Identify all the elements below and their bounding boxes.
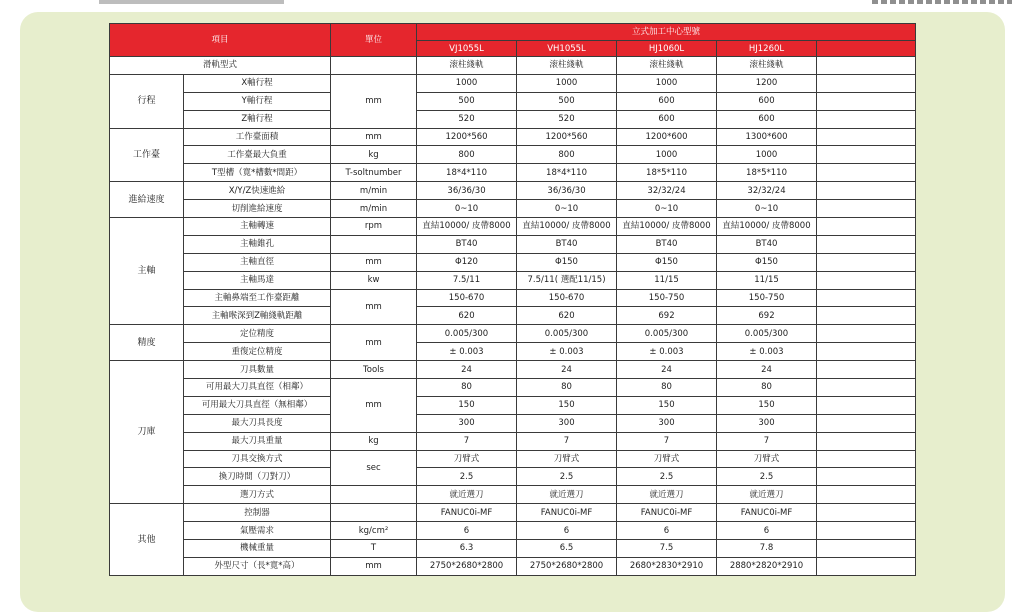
spec-label: 可用最大刀具直徑（相鄰） xyxy=(184,379,331,397)
value-cell: 直結10000/ 皮帶8000 xyxy=(717,218,817,236)
value-cell: 32/32/24 xyxy=(617,182,717,200)
value-cell: 0~10 xyxy=(417,200,517,218)
value-cell: 692 xyxy=(617,307,717,325)
blank-cell xyxy=(817,486,916,504)
blank-cell xyxy=(817,253,916,271)
value-cell: 150-670 xyxy=(417,289,517,307)
value-cell: 6 xyxy=(417,522,517,540)
value-cell: 150-670 xyxy=(517,289,617,307)
value-cell: BT40 xyxy=(517,235,617,253)
model-header: HJ1060L xyxy=(617,41,717,57)
value-cell: 7.8 xyxy=(717,540,817,558)
value-cell: 2880*2820*2910 xyxy=(717,557,817,575)
value-cell: 2750*2680*2800 xyxy=(417,557,517,575)
value-cell: 滚柱綫軌 xyxy=(517,57,617,75)
group-label: 進給速度 xyxy=(110,182,184,218)
value-cell: 刀臂式 xyxy=(717,450,817,468)
blank-cell xyxy=(817,450,916,468)
spec-label: 主軸鼻端至工作臺距離 xyxy=(184,289,331,307)
unit-cell: m/min xyxy=(331,182,417,200)
value-cell: 620 xyxy=(517,307,617,325)
unit-cell xyxy=(331,504,417,522)
blank-cell xyxy=(817,468,916,486)
value-cell: 7.5/11( 選配11/15) xyxy=(517,271,617,289)
unit-cell xyxy=(331,486,417,504)
value-cell: 就近選刀 xyxy=(417,486,517,504)
blank-cell xyxy=(817,325,916,343)
spec-row xyxy=(110,146,916,164)
value-cell: 300 xyxy=(417,414,517,432)
value-cell: BT40 xyxy=(417,235,517,253)
blank-cell xyxy=(817,146,916,164)
spec-label: 重復定位精度 xyxy=(184,343,331,361)
value-cell: 36/36/30 xyxy=(517,182,617,200)
unit-cell: kg/cm² xyxy=(331,522,417,540)
value-cell: 80 xyxy=(717,379,817,397)
top-decorative-bar xyxy=(99,0,284,4)
spec-row xyxy=(110,218,916,236)
value-cell: FANUC0i-MF xyxy=(517,504,617,522)
value-cell: FANUC0i-MF xyxy=(617,504,717,522)
value-cell: FANUC0i-MF xyxy=(417,504,517,522)
value-cell: 620 xyxy=(417,307,517,325)
blank-cell xyxy=(817,504,916,522)
group-label: 刀庫 xyxy=(110,361,184,504)
value-cell: 300 xyxy=(617,414,717,432)
value-cell: 0~10 xyxy=(717,200,817,218)
top-right-text-fragment xyxy=(872,0,1012,4)
value-cell: 2680*2830*2910 xyxy=(617,557,717,575)
value-cell: 150 xyxy=(717,396,817,414)
value-cell: 18*5*110 xyxy=(717,164,817,182)
value-cell: 18*4*110 xyxy=(417,164,517,182)
value-cell: 6 xyxy=(617,522,717,540)
spec-label: 控制器 xyxy=(184,504,331,522)
header-unit: 單位 xyxy=(331,24,417,57)
spec-row xyxy=(110,128,916,146)
model-header-blank xyxy=(817,41,916,57)
value-cell: 32/32/24 xyxy=(717,182,817,200)
value-cell: 刀臂式 xyxy=(417,450,517,468)
value-cell: 2.5 xyxy=(417,468,517,486)
spec-label: 選刀方式 xyxy=(184,486,331,504)
value-cell: 18*5*110 xyxy=(617,164,717,182)
spec-row xyxy=(110,253,916,271)
spec-row xyxy=(110,504,916,522)
blank-cell xyxy=(817,307,916,325)
value-cell: 就近選刀 xyxy=(517,486,617,504)
blank-cell xyxy=(817,92,916,110)
unit-cell: kg xyxy=(331,432,417,450)
spec-label: T型槽（寬*槽數*間距） xyxy=(184,164,331,182)
value-cell: 800 xyxy=(417,146,517,164)
spec-row xyxy=(110,540,916,558)
machine-spec-table xyxy=(109,23,916,576)
value-cell: 1300*600 xyxy=(717,128,817,146)
value-cell: 520 xyxy=(417,110,517,128)
value-cell: 0~10 xyxy=(517,200,617,218)
value-cell: 滚柱綫軌 xyxy=(617,57,717,75)
value-cell: BT40 xyxy=(617,235,717,253)
value-cell: 24 xyxy=(417,361,517,379)
blank-cell xyxy=(817,432,916,450)
spec-row xyxy=(110,343,916,361)
unit-cell: rpm xyxy=(331,218,417,236)
value-cell: 1000 xyxy=(517,74,617,92)
spec-label: 最大刀具長度 xyxy=(184,414,331,432)
value-cell: Φ120 xyxy=(417,253,517,271)
unit-cell: mm xyxy=(331,253,417,271)
spec-row xyxy=(110,450,916,468)
spec-label: 主軸轉速 xyxy=(184,218,331,236)
group-label: 行程 xyxy=(110,74,184,128)
blank-cell xyxy=(817,343,916,361)
value-cell: Φ150 xyxy=(717,253,817,271)
value-cell: 7.5/11 xyxy=(417,271,517,289)
spec-row xyxy=(110,110,916,128)
value-cell: 600 xyxy=(617,110,717,128)
value-cell: 1000 xyxy=(617,74,717,92)
value-cell: 150-750 xyxy=(717,289,817,307)
spec-row xyxy=(110,361,916,379)
value-cell: 24 xyxy=(617,361,717,379)
spec-label: 刀具交換方式 xyxy=(184,450,331,468)
spec-row xyxy=(110,200,916,218)
blank-cell xyxy=(817,218,916,236)
value-cell: 直結10000/ 皮帶8000 xyxy=(417,218,517,236)
value-cell: Φ150 xyxy=(617,253,717,271)
blank-cell xyxy=(817,74,916,92)
spec-table-body xyxy=(110,57,916,576)
value-cell: 1200 xyxy=(717,74,817,92)
spec-row xyxy=(110,307,916,325)
value-cell: 520 xyxy=(517,110,617,128)
blank-cell xyxy=(817,522,916,540)
value-cell: 80 xyxy=(417,379,517,397)
value-cell: ± 0.003 xyxy=(617,343,717,361)
value-cell: 1000 xyxy=(617,146,717,164)
value-cell: 0.005/300 xyxy=(517,325,617,343)
value-cell: 滚柱綫軌 xyxy=(417,57,517,75)
value-cell: 刀臂式 xyxy=(517,450,617,468)
value-cell: 1200*560 xyxy=(417,128,517,146)
spec-label: 工作臺最大負重 xyxy=(184,146,331,164)
value-cell: 150 xyxy=(417,396,517,414)
spec-label: 可用最大刀具直徑（無相鄰） xyxy=(184,396,331,414)
spec-label: 刀具數量 xyxy=(184,361,331,379)
spec-label: 氣壓需求 xyxy=(184,522,331,540)
value-cell: 7 xyxy=(417,432,517,450)
spec-label: 最大刀具重量 xyxy=(184,432,331,450)
value-cell: 滚柱綫軌 xyxy=(717,57,817,75)
value-cell: 0.005/300 xyxy=(417,325,517,343)
blank-cell xyxy=(817,235,916,253)
spec-table-header xyxy=(110,24,916,57)
value-cell: 11/15 xyxy=(717,271,817,289)
spec-row xyxy=(110,414,916,432)
blank-cell xyxy=(817,414,916,432)
value-cell: 直結10000/ 皮帶8000 xyxy=(517,218,617,236)
value-cell: 300 xyxy=(717,414,817,432)
group-label: 主軸 xyxy=(110,218,184,325)
spec-label: 滑軌型式 xyxy=(110,57,331,75)
spec-label: 切削進給速度 xyxy=(184,200,331,218)
unit-cell: sec xyxy=(331,450,417,486)
spec-row xyxy=(110,289,916,307)
spec-row xyxy=(110,74,916,92)
value-cell: 6 xyxy=(517,522,617,540)
spec-row xyxy=(110,522,916,540)
spec-label: 主軸直徑 xyxy=(184,253,331,271)
spec-row xyxy=(110,325,916,343)
blank-cell xyxy=(817,164,916,182)
value-cell: 1200*600 xyxy=(617,128,717,146)
blank-cell xyxy=(817,271,916,289)
value-cell: 0.005/300 xyxy=(617,325,717,343)
value-cell: 150-750 xyxy=(617,289,717,307)
value-cell: 36/36/30 xyxy=(417,182,517,200)
value-cell: 刀臂式 xyxy=(617,450,717,468)
unit-cell: mm xyxy=(331,128,417,146)
unit-cell: mm xyxy=(331,379,417,433)
spec-label: 工作臺面積 xyxy=(184,128,331,146)
spec-label: X軸行程 xyxy=(184,74,331,92)
blank-cell xyxy=(817,540,916,558)
value-cell: 18*4*110 xyxy=(517,164,617,182)
value-cell: 500 xyxy=(417,92,517,110)
unit-cell: m/min xyxy=(331,200,417,218)
model-header: VH1055L xyxy=(517,41,617,57)
spec-label: X/Y/Z快速進給 xyxy=(184,182,331,200)
value-cell: 0.005/300 xyxy=(717,325,817,343)
spec-label: Z軸行程 xyxy=(184,110,331,128)
value-cell: 1000 xyxy=(417,74,517,92)
spec-row xyxy=(110,432,916,450)
value-cell: 692 xyxy=(717,307,817,325)
spec-row xyxy=(110,379,916,397)
value-cell: 24 xyxy=(517,361,617,379)
group-label: 工作臺 xyxy=(110,128,184,182)
value-cell: 0~10 xyxy=(617,200,717,218)
value-cell: 80 xyxy=(517,379,617,397)
blank-cell xyxy=(817,128,916,146)
unit-cell: Tools xyxy=(331,361,417,379)
value-cell: 24 xyxy=(717,361,817,379)
blank-cell xyxy=(817,289,916,307)
value-cell: 150 xyxy=(517,396,617,414)
model-header: HJ1260L xyxy=(717,41,817,57)
spec-label: 主軸喉深到Z軸綫軌距離 xyxy=(184,307,331,325)
unit-cell: T-soltnumber xyxy=(331,164,417,182)
value-cell: 800 xyxy=(517,146,617,164)
spec-row xyxy=(110,486,916,504)
spec-row xyxy=(110,396,916,414)
blank-cell xyxy=(817,361,916,379)
blank-cell xyxy=(817,557,916,575)
spec-row xyxy=(110,557,916,575)
value-cell: 150 xyxy=(617,396,717,414)
unit-cell xyxy=(331,235,417,253)
value-cell: 11/15 xyxy=(617,271,717,289)
value-cell: ± 0.003 xyxy=(717,343,817,361)
value-cell: 6 xyxy=(717,522,817,540)
unit-cell: kg xyxy=(331,146,417,164)
value-cell: 300 xyxy=(517,414,617,432)
spec-row xyxy=(110,271,916,289)
spec-label: 主軸馬達 xyxy=(184,271,331,289)
header-group-title: 立式加工中心型號 xyxy=(417,24,916,41)
value-cell: 6.5 xyxy=(517,540,617,558)
unit-cell: T xyxy=(331,540,417,558)
value-cell: 直結10000/ 皮帶8000 xyxy=(617,218,717,236)
value-cell: 600 xyxy=(717,110,817,128)
blank-cell xyxy=(817,182,916,200)
value-cell: 2.5 xyxy=(717,468,817,486)
group-label: 精度 xyxy=(110,325,184,361)
spec-row xyxy=(110,468,916,486)
spec-row xyxy=(110,164,916,182)
spec-row xyxy=(110,57,916,75)
value-cell: BT40 xyxy=(717,235,817,253)
model-header: VJ1055L xyxy=(417,41,517,57)
group-label: 其他 xyxy=(110,504,184,576)
value-cell: 7 xyxy=(717,432,817,450)
spec-row xyxy=(110,92,916,110)
value-cell: 2.5 xyxy=(517,468,617,486)
blank-cell xyxy=(817,396,916,414)
spec-label: 主軸錐孔 xyxy=(184,235,331,253)
value-cell: 1000 xyxy=(717,146,817,164)
blank-cell xyxy=(817,200,916,218)
spec-label: Y軸行程 xyxy=(184,92,331,110)
value-cell: ± 0.003 xyxy=(517,343,617,361)
spec-label: 換刀時間（刀對刀） xyxy=(184,468,331,486)
value-cell: 7.5 xyxy=(617,540,717,558)
value-cell: 600 xyxy=(617,92,717,110)
blank-cell xyxy=(817,57,916,75)
unit-cell: mm xyxy=(331,557,417,575)
value-cell: 就近選刀 xyxy=(717,486,817,504)
unit-cell: mm xyxy=(331,74,417,128)
value-cell: 1200*560 xyxy=(517,128,617,146)
spec-label: 機械重量 xyxy=(184,540,331,558)
value-cell: 500 xyxy=(517,92,617,110)
value-cell: 2750*2680*2800 xyxy=(517,557,617,575)
value-cell: 7 xyxy=(617,432,717,450)
value-cell: 600 xyxy=(717,92,817,110)
spec-label: 定位精度 xyxy=(184,325,331,343)
value-cell: 80 xyxy=(617,379,717,397)
value-cell: 就近選刀 xyxy=(617,486,717,504)
unit-cell xyxy=(331,57,417,75)
unit-cell: mm xyxy=(331,325,417,361)
header-item: 項目 xyxy=(110,24,331,57)
value-cell: Φ150 xyxy=(517,253,617,271)
value-cell: ± 0.003 xyxy=(417,343,517,361)
spec-row xyxy=(110,182,916,200)
value-cell: 7 xyxy=(517,432,617,450)
blank-cell xyxy=(817,110,916,128)
value-cell: FANUC0i-MF xyxy=(717,504,817,522)
spec-label: 外型尺寸（長*寬*高） xyxy=(184,557,331,575)
unit-cell: kw xyxy=(331,271,417,289)
blank-cell xyxy=(817,379,916,397)
unit-cell: mm xyxy=(331,289,417,325)
value-cell: 2.5 xyxy=(617,468,717,486)
spec-row xyxy=(110,235,916,253)
value-cell: 6.3 xyxy=(417,540,517,558)
